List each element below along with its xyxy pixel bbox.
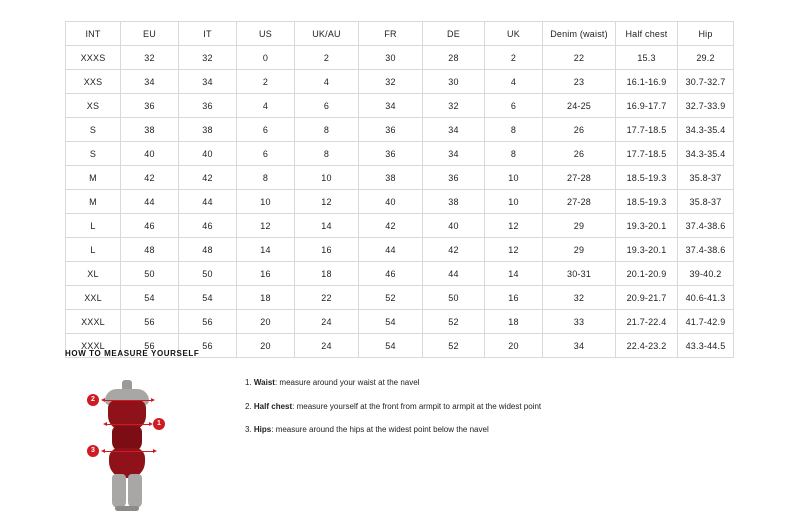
badge-marker-2: 2: [87, 394, 99, 406]
table-cell: 18: [237, 286, 295, 310]
table-cell: 4: [295, 70, 359, 94]
table-cell: 12: [485, 214, 543, 238]
table-header-cell: DE: [423, 22, 485, 46]
table-cell: 56: [121, 310, 179, 334]
table-cell: 17.7-18.5: [616, 142, 678, 166]
table-cell: XXS: [66, 70, 121, 94]
table-cell: 36: [121, 94, 179, 118]
how-to-measure-body: [65, 368, 765, 503]
table-cell: 42: [179, 166, 237, 190]
table-cell: L: [66, 238, 121, 262]
table-header-cell: UK: [485, 22, 543, 46]
table-cell: 24: [295, 310, 359, 334]
table-cell: 6: [485, 94, 543, 118]
mannequin-stand: [115, 506, 139, 511]
table-cell: 14: [295, 214, 359, 238]
table-cell: 42: [423, 238, 485, 262]
table-cell: 56: [179, 334, 237, 358]
table-cell: 21.7-22.4: [616, 310, 678, 334]
table-cell: 22: [543, 46, 616, 70]
table-cell: 32: [179, 46, 237, 70]
table-cell: 52: [423, 310, 485, 334]
table-cell: 16: [295, 238, 359, 262]
table-cell: M: [66, 190, 121, 214]
table-cell: 8: [485, 118, 543, 142]
table-cell: 46: [359, 262, 423, 286]
table-cell: 52: [423, 334, 485, 358]
table-cell: 12: [237, 214, 295, 238]
table-cell: XL: [66, 262, 121, 286]
table-cell: 48: [179, 238, 237, 262]
table-cell: 14: [237, 238, 295, 262]
table-cell: 32: [543, 286, 616, 310]
table-cell: 29: [543, 238, 616, 262]
table-cell: 40: [179, 142, 237, 166]
table-cell: S: [66, 118, 121, 142]
table-cell: 22: [295, 286, 359, 310]
table-cell: 29: [543, 214, 616, 238]
table-cell: 6: [237, 142, 295, 166]
table-header-cell: Denim (waist): [543, 22, 616, 46]
table-row: [66, 262, 734, 286]
table-cell: 46: [121, 214, 179, 238]
measure-step-text: : measure yourself at the front from armpit to armpit at the widest point: [292, 401, 542, 411]
chest-measure-arrow-icon: [105, 400, 151, 401]
measure-step: [245, 425, 541, 435]
table-cell: 15.3: [616, 46, 678, 70]
table-cell: 28: [423, 46, 485, 70]
table-cell: 54: [359, 310, 423, 334]
measure-step-text: : measure around the hips at the widest point below the navel: [271, 425, 489, 435]
table-cell: 44: [121, 190, 179, 214]
table-cell: 32: [423, 94, 485, 118]
table-cell: 42: [121, 166, 179, 190]
table-cell: 52: [359, 286, 423, 310]
table-cell: 2: [295, 46, 359, 70]
measure-step-term: Hips: [253, 425, 272, 435]
measure-step-term: Waist: [253, 378, 275, 387]
table-cell: 54: [179, 286, 237, 310]
table-header-row: [66, 22, 734, 46]
table-cell: 44: [179, 190, 237, 214]
table-cell: 23: [543, 70, 616, 94]
table-cell: 46: [179, 214, 237, 238]
badge-marker-1: 1: [153, 418, 165, 430]
table-cell: 24-25: [543, 94, 616, 118]
table-header-cell: Half chest: [616, 22, 678, 46]
waist-measure-arrow-icon: [107, 424, 149, 425]
table-row: [66, 142, 734, 166]
table-cell: 32: [121, 46, 179, 70]
table-row: [66, 70, 734, 94]
size-chart-table-wrapper: [65, 21, 733, 358]
table-cell: 34.3-35.4: [678, 118, 734, 142]
table-cell: 36: [179, 94, 237, 118]
table-cell: 18: [485, 310, 543, 334]
table-cell: 10: [485, 190, 543, 214]
table-cell: 54: [359, 334, 423, 358]
mannequin-torso-icon: [105, 380, 149, 498]
table-cell: 29.2: [678, 46, 734, 70]
table-cell: 33: [543, 310, 616, 334]
table-cell: 30: [423, 70, 485, 94]
table-cell: 34: [359, 94, 423, 118]
table-cell: 38: [179, 118, 237, 142]
table-cell: 54: [121, 286, 179, 310]
table-cell: 34: [179, 70, 237, 94]
table-cell: 37.4-38.6: [678, 214, 734, 238]
table-row: [66, 166, 734, 190]
table-cell: 27-28: [543, 190, 616, 214]
table-cell: 20: [237, 334, 295, 358]
mannequin-figure: [65, 368, 190, 503]
table-row: [66, 286, 734, 310]
table-cell: 19.3-20.1: [616, 238, 678, 262]
table-cell: 44: [359, 238, 423, 262]
table-cell: 12: [485, 238, 543, 262]
measure-step-number: 2.: [245, 401, 252, 411]
table-cell: 43.3-44.5: [678, 334, 734, 358]
table-row: [66, 94, 734, 118]
table-cell: 26: [543, 118, 616, 142]
table-cell: 30.7-32.7: [678, 70, 734, 94]
table-cell: 38: [359, 166, 423, 190]
table-cell: M: [66, 166, 121, 190]
measure-steps-list: [245, 368, 541, 449]
table-cell: 12: [295, 190, 359, 214]
table-cell: 48: [121, 238, 179, 262]
table-row: [66, 214, 734, 238]
table-cell: 18.5-19.3: [616, 190, 678, 214]
table-cell: 38: [121, 118, 179, 142]
table-cell: 44: [423, 262, 485, 286]
table-cell: 4: [485, 70, 543, 94]
table-header-cell: US: [237, 22, 295, 46]
table-cell: 16.9-17.7: [616, 94, 678, 118]
table-row: [66, 238, 734, 262]
measure-step-number: 3.: [245, 425, 252, 435]
table-cell: 20: [485, 334, 543, 358]
measure-step: [245, 378, 541, 388]
table-cell: 8: [295, 142, 359, 166]
table-cell: 36: [359, 142, 423, 166]
table-cell: 6: [237, 118, 295, 142]
table-cell: XXL: [66, 286, 121, 310]
table-cell: 8: [485, 142, 543, 166]
table-cell: 6: [295, 94, 359, 118]
table-cell: 56: [121, 334, 179, 358]
table-cell: 40.6-41.3: [678, 286, 734, 310]
table-cell: 41.7-42.9: [678, 310, 734, 334]
table-cell: 40: [423, 214, 485, 238]
table-cell: 40: [121, 142, 179, 166]
table-header-cell: EU: [121, 22, 179, 46]
table-cell: XXXL: [66, 310, 121, 334]
table-cell: 50: [423, 286, 485, 310]
table-row: [66, 310, 734, 334]
table-header-cell: INT: [66, 22, 121, 46]
table-cell: 18: [295, 262, 359, 286]
table-cell: 50: [121, 262, 179, 286]
table-cell: 10: [485, 166, 543, 190]
table-cell: 16: [237, 262, 295, 286]
table-cell: 10: [295, 166, 359, 190]
table-cell: 37.4-38.6: [678, 238, 734, 262]
table-cell: 26: [543, 142, 616, 166]
table-header-cell: IT: [179, 22, 237, 46]
table-cell: 4: [237, 94, 295, 118]
table-cell: 39-40.2: [678, 262, 734, 286]
how-to-measure-section: [65, 349, 765, 503]
table-cell: 24: [295, 334, 359, 358]
table-cell: XXXL: [66, 334, 121, 358]
table-cell: 20.1-20.9: [616, 262, 678, 286]
how-to-measure-title: HOW TO MEASURE YOURSELF: [65, 349, 200, 358]
table-cell: 56: [179, 310, 237, 334]
table-row: [66, 118, 734, 142]
table-cell: 16.1-16.9: [616, 70, 678, 94]
table-cell: 14: [485, 262, 543, 286]
table-header-cell: FR: [359, 22, 423, 46]
table-cell: 27-28: [543, 166, 616, 190]
table-header-cell: Hip: [678, 22, 734, 46]
table-cell: 42: [359, 214, 423, 238]
mannequin-left-leg: [112, 474, 126, 508]
table-cell: 30: [359, 46, 423, 70]
table-cell: 36: [359, 118, 423, 142]
table-cell: 19.3-20.1: [616, 214, 678, 238]
table-cell: 35.8-37: [678, 190, 734, 214]
table-cell: 36: [423, 166, 485, 190]
measure-step-number: 1.: [245, 378, 252, 387]
table-cell: 22.4-23.2: [616, 334, 678, 358]
table-cell: 18.5-19.3: [616, 166, 678, 190]
table-cell: 32.7-33.9: [678, 94, 734, 118]
table-cell: 8: [237, 166, 295, 190]
table-cell: 34: [543, 334, 616, 358]
table-cell: L: [66, 214, 121, 238]
table-cell: S: [66, 142, 121, 166]
table-cell: 20.9-21.7: [616, 286, 678, 310]
table-cell: 2: [237, 70, 295, 94]
mannequin-right-leg: [128, 474, 142, 508]
table-cell: 50: [179, 262, 237, 286]
badge-marker-3: 3: [87, 445, 99, 457]
table-cell: XXXS: [66, 46, 121, 70]
hips-measure-arrow-icon: [105, 451, 153, 452]
measure-step: [245, 402, 541, 412]
table-cell: 32: [359, 70, 423, 94]
table-cell: 35.8-37: [678, 166, 734, 190]
table-cell: 34: [121, 70, 179, 94]
table-row: [66, 46, 734, 70]
table-header-cell: UK/AU: [295, 22, 359, 46]
measure-step-term: Half chest: [253, 401, 293, 411]
table-cell: 8: [295, 118, 359, 142]
table-cell: 16: [485, 286, 543, 310]
table-cell: 2: [485, 46, 543, 70]
table-cell: 34: [423, 142, 485, 166]
table-cell: 0: [237, 46, 295, 70]
table-cell: 40: [359, 190, 423, 214]
table-cell: 38: [423, 190, 485, 214]
table-cell: 34: [423, 118, 485, 142]
measure-step-text: : measure around your waist at the navel: [274, 378, 420, 387]
table-cell: 17.7-18.5: [616, 118, 678, 142]
table-row: [66, 190, 734, 214]
size-chart-table: [65, 21, 734, 358]
table-cell: 20: [237, 310, 295, 334]
table-cell: 10: [237, 190, 295, 214]
table-cell: 30-31: [543, 262, 616, 286]
table-cell: 34.3-35.4: [678, 142, 734, 166]
table-cell: XS: [66, 94, 121, 118]
